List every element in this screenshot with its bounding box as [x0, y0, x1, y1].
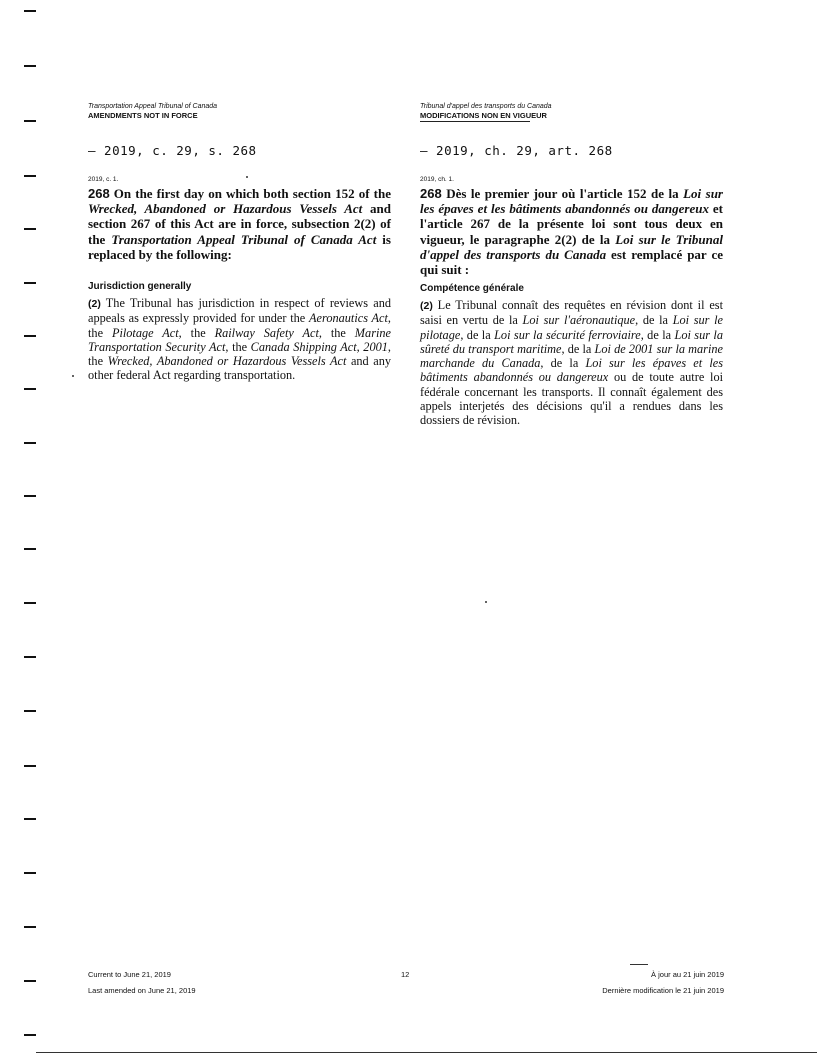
provision-text: is replaced by the following: [88, 231, 391, 262]
scan-speck [246, 176, 248, 178]
provision-number: 268 [88, 186, 110, 201]
source-note: 2019, c. 1. [88, 176, 119, 183]
act-title: Marine Transportation Security Act [88, 325, 391, 354]
footer-derniere-modification: Dernière modification le 21 juin 2019 [602, 986, 724, 995]
act-title: Loi de 2001 sur la marine marchande du Canada [420, 341, 723, 371]
scan-margin-marks [0, 0, 40, 1056]
scan-speck [72, 375, 74, 377]
paragraph-text: , de la [635, 313, 673, 328]
paragraph-text: , de la [640, 327, 675, 342]
margin-mark [24, 710, 36, 712]
provision-text: and section 267 of this Act are in force, subsection 2(2) of the [88, 201, 391, 247]
margin-mark [24, 765, 36, 767]
paragraph-text: , de la [540, 356, 586, 371]
act-title: Wrecked, Abandoned or Hazardous Vessels Act [88, 201, 363, 217]
margin-mark [24, 495, 36, 497]
margin-mark [24, 602, 36, 604]
margin-mark [24, 442, 36, 444]
source-note: 2019, ch. 1. [420, 176, 454, 183]
running-header-title: Tribunal d'appel des transports du Canada [420, 103, 552, 110]
margin-mark [24, 818, 36, 820]
act-title: Loi sur les épaves et les bâtiments abandonnés ou dangereux [420, 186, 723, 217]
scan-speck [485, 601, 487, 603]
paragraph-text: ou de toute autre loi fédérale concernant les transports. Il connaît également des appels interjetés des décisions qu'il a rendues dans les dossiers de révision. [420, 370, 724, 428]
provision-text: et l'article 267 de la présente loi sont tous deux en vigueur, le paragraphe 2(2) de la [420, 201, 723, 247]
margin-mark [24, 228, 36, 230]
footer-current-to: Current to June 21, 2019 [88, 970, 171, 979]
act-title: Aeronautics Act [309, 311, 388, 326]
amendment-citation: — 2019, c. 29, s. 268 [88, 143, 257, 158]
running-header-section: AMENDMENTS NOT IN FORCE [88, 111, 198, 120]
margin-mark [24, 548, 36, 550]
paragraph-text: , de la [561, 341, 595, 356]
subsection-number: (2) [88, 298, 101, 310]
margin-mark [24, 656, 36, 658]
footer-mark [630, 964, 648, 965]
act-title: Wrecked, Abandoned or Hazardous Vessels Act [107, 354, 347, 369]
paragraph-text: , de la [460, 327, 495, 342]
provision-text: Dès le premier jour où l'article 152 de la [441, 186, 684, 201]
paragraph-text: , the [225, 339, 251, 354]
paragraph-text: The Tribunal has jurisdiction in respect of reviews and appeals as expressly provided for under the [88, 296, 391, 326]
running-header-title: Transportation Appeal Tribunal of Canada [88, 103, 218, 110]
paragraph-text: and any other federal Act regarding transportation. [88, 354, 391, 383]
act-title: Loi sur les épaves et les bâtiments abandonnés ou dangereux [420, 356, 723, 385]
act-title: Loi sur la sécurité ferroviaire [494, 327, 641, 342]
amending-provision [88, 186, 391, 262]
header-rule [420, 121, 530, 122]
paragraph-text: , the [88, 311, 391, 340]
margin-mark [24, 926, 36, 928]
margin-mark [24, 388, 36, 390]
provision-text: est remplacé par ce qui suit : [420, 246, 723, 278]
amending-provision [420, 186, 723, 277]
margin-mark [24, 282, 36, 284]
margin-mark [24, 1034, 36, 1036]
act-title: Transportation Appeal Tribunal of Canada Act [111, 231, 377, 247]
act-title: Loi sur la sûreté du transport maritime [420, 327, 723, 356]
margin-mark [24, 335, 36, 337]
act-title: Loi sur le Tribunal d'appel des transports du Canada [420, 231, 723, 262]
act-title: Pilotage Act [111, 325, 179, 340]
page-number: 12 [401, 970, 410, 979]
act-title: Loi sur le pilotage [420, 313, 724, 342]
marginal-heading: Compétence générale [420, 283, 524, 294]
amendment-citation: — 2019, ch. 29, art. 268 [420, 143, 613, 158]
paragraph-text: , the [318, 325, 355, 340]
footer-a-jour: À jour au 21 juin 2019 [651, 970, 724, 979]
marginal-heading: Jurisdiction generally [88, 281, 192, 292]
paragraph-text: , the [88, 339, 391, 369]
margin-mark [24, 10, 36, 12]
running-header-section: MODIFICATIONS NON EN VIGUEUR [420, 111, 547, 120]
margin-mark [24, 120, 36, 122]
act-title: Canada Shipping Act, 2001 [250, 339, 388, 354]
subsection-text [420, 298, 723, 428]
margin-mark [24, 872, 36, 874]
act-title: Railway Safety Act [214, 325, 319, 340]
provision-number: 268 [420, 186, 442, 201]
scan-bottom-edge [36, 1052, 817, 1053]
paragraph-text: , the [178, 325, 215, 340]
subsection-number: (2) [420, 300, 433, 312]
provision-text: On the first day on which both section 152 of the [109, 186, 391, 201]
subsection-text [88, 296, 391, 383]
paragraph-text: Le Tribunal connaît des requêtes en révision dont il est saisi en vertu de la [420, 298, 723, 328]
margin-mark [24, 980, 36, 982]
margin-mark [24, 175, 36, 177]
act-title: Loi sur l'aéronautique [522, 313, 636, 328]
margin-mark [24, 65, 36, 67]
footer-last-amended: Last amended on June 21, 2019 [88, 986, 196, 995]
